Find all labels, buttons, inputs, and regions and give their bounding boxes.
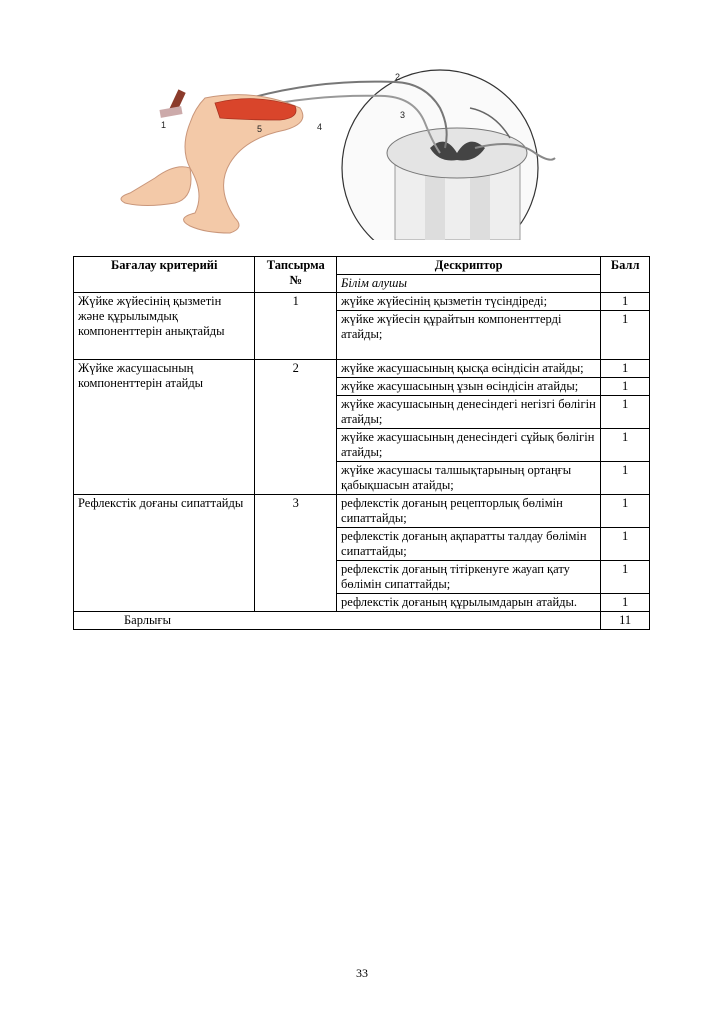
descriptor-cell: жүйке жүйесінің қызметін түсіндіреді; [337, 293, 601, 311]
criterion-cell: Рефлекстік доғаны сипаттайды [74, 495, 255, 612]
task-number-cell: 3 [255, 495, 337, 612]
descriptor-cell: рефлекстік доғаның рецепторлық бөлімін сипаттайды; [337, 495, 601, 528]
figure-label-5: 5 [257, 124, 263, 134]
header-descriptor-sub: Білім алушы [337, 275, 601, 293]
task-number-cell: 1 [255, 293, 337, 360]
score-cell: 1 [601, 594, 650, 612]
table-row [74, 293, 650, 311]
header-task [255, 257, 337, 293]
score-cell: 1 [601, 311, 650, 360]
total-row [74, 612, 650, 630]
figure-label-3: 3 [400, 110, 406, 120]
descriptor-cell: жүйке жасушасының денесіндегі негізгі бөлігін атайды; [337, 396, 601, 429]
score-cell: 1 [601, 378, 650, 396]
header-score: Балл [601, 257, 650, 293]
descriptor-cell: жүйке жасушасының денесіндегі сұйық бөлігін атайды; [337, 429, 601, 462]
table-row [74, 360, 650, 378]
score-cell: 1 [601, 495, 650, 528]
descriptor-cell: рефлекстік доғаның құрылымдарын атайды. [337, 594, 601, 612]
total-label: Барлығы [74, 612, 601, 630]
criterion-cell: Жүйке жасушасының компоненттерін атайды [74, 360, 255, 495]
page-number: 33 [356, 966, 368, 980]
assessment-criteria-table [73, 256, 650, 630]
score-cell: 1 [601, 462, 650, 495]
figure-label-1: 1 [161, 120, 167, 130]
descriptor-cell: жүйке жасушасының қысқа өсіндісін атайды; [337, 360, 601, 378]
figure-label-2: 2 [395, 72, 401, 82]
score-cell: 1 [601, 429, 650, 462]
table-row [74, 495, 650, 528]
reflex-arc-illustration [95, 68, 565, 240]
score-cell: 1 [601, 396, 650, 429]
score-cell: 1 [601, 528, 650, 561]
header-task-line1: Тапсырма [266, 258, 325, 272]
header-descriptor: Дескриптор [337, 257, 601, 275]
descriptor-cell: рефлекстік доғаның ақпаратты талдау бөлімін сипаттайды; [337, 528, 601, 561]
score-cell: 1 [601, 360, 650, 378]
figure-label-4: 4 [317, 122, 323, 132]
score-cell: 1 [601, 561, 650, 594]
descriptor-cell: жүйке жасушасы талшықтарының ортаңғы қабықшасын атайды; [337, 462, 601, 495]
score-cell: 1 [601, 293, 650, 311]
total-value: 11 [601, 612, 650, 630]
header-task-line2: № [289, 273, 303, 287]
header-criterion: Бағалау критерийі [74, 257, 255, 293]
descriptor-cell: жүйке жасушасының ұзын өсіндісін атайды; [337, 378, 601, 396]
descriptor-cell: рефлекстік доғаның тітіркенуге жауап қату бөлімін сипаттайды; [337, 561, 601, 594]
criterion-cell: Жүйке жүйесінің қызметін және құрылымдық компоненттерін анықтайды [74, 293, 255, 360]
descriptor-cell: жүйке жүйесін құрайтын компоненттерді атайды; [337, 311, 601, 360]
task-number-cell: 2 [255, 360, 337, 495]
